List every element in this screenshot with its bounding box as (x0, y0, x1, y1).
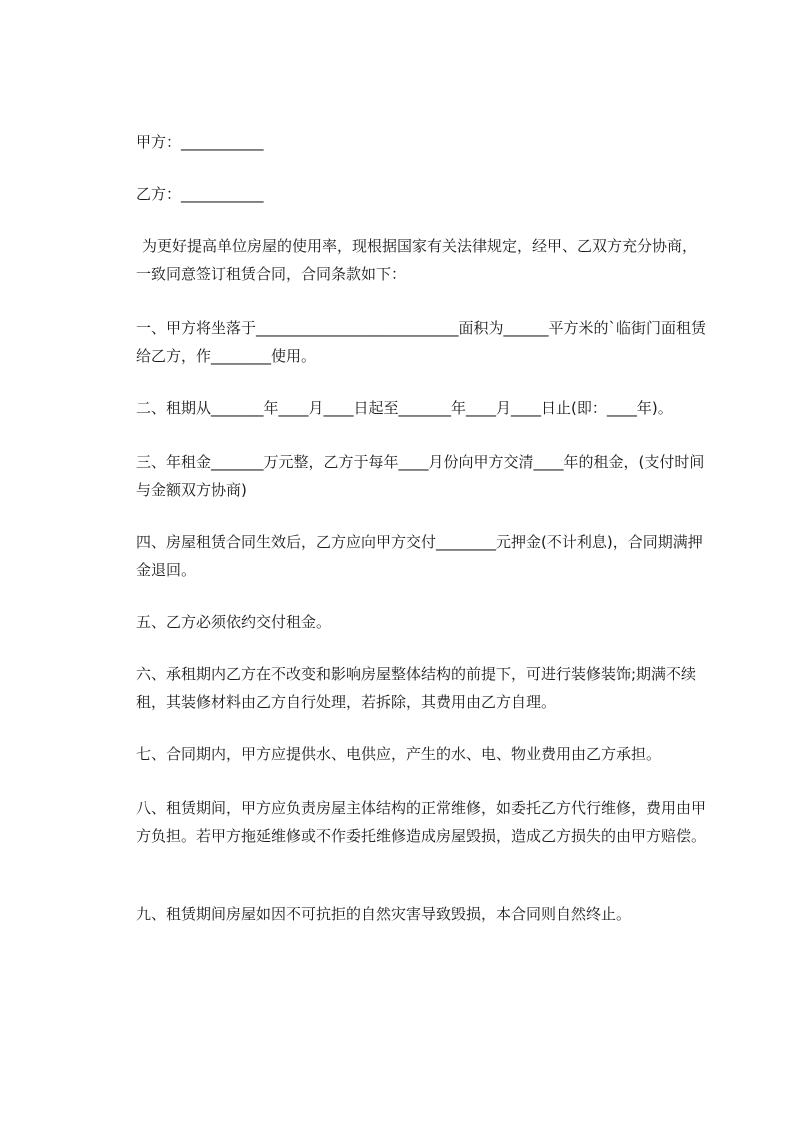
clause-5: 五、乙方必须依约交付租金。 (136, 613, 332, 631)
party-b-line: 乙方：___________ (136, 185, 264, 203)
clause-8: 八、租赁期间，甲方应负责房屋主体结构的正常维修，如委托乙方代行维修，费用由甲方负担。若甲方拖延维修或不作委托维修造成房屋毁损，造成乙方损失的由甲方赔偿。 (136, 799, 707, 845)
clause-7: 七、合同期内，甲方应提供水、电供应，产生的水、电、物业费用由乙方承担。 (136, 745, 662, 763)
clause-9: 九、租赁期间房屋如因不可抗拒的自然灾害导致毁损，本合同则自然终止。 (136, 905, 632, 923)
clause-6: 六、承租期内乙方在不改变和影响房屋整体结构的前提下，可进行装修装饰;期满不续租，其装修材料由乙方自行处理，若拆除，其费用由乙方自理。 (136, 665, 697, 711)
party-a-line: 甲方：___________ (136, 133, 264, 151)
clause-3: 三、年租金_______万元整，乙方于每年____月份向甲方交清____年的租金，(支付时间与金额双方协商) (136, 453, 705, 499)
clause-1: 一、甲方将坐落于___________________________面积为______平方米的`临街门面租赁给乙方，作________使用。 (136, 319, 707, 365)
intro-paragraph: 为更好提高单位房屋的使用率，现根据国家有关法律规定，经甲、乙双方充分协商，一致同意签订租赁合同，合同条款如下： (136, 237, 698, 283)
clause-4: 四、房屋租赁合同生效后，乙方应向甲方交付________元押金(不计利息)，合同期满押金退回。 (136, 533, 703, 579)
clause-2: 二、租期从_______年____月____日起至_______年____月____日止(即：____年)。 (136, 399, 673, 417)
